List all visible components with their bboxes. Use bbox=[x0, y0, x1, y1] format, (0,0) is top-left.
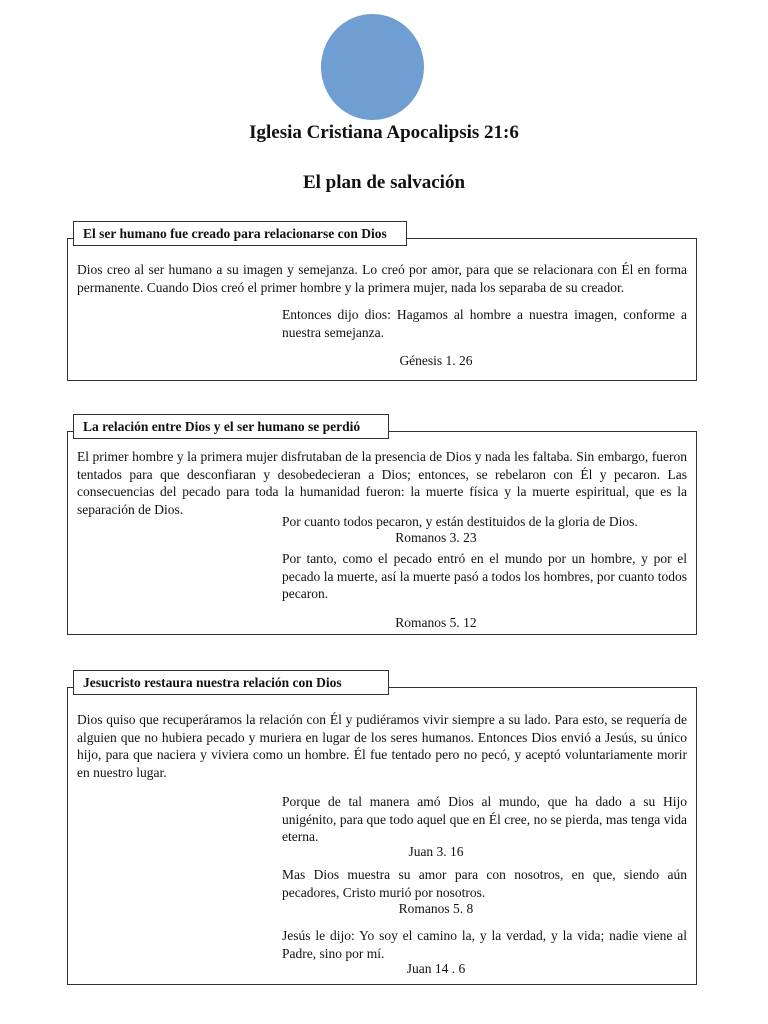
section-title-separation: La relación entre Dios y el ser humano se perdió bbox=[73, 414, 389, 439]
verse-reference-romanos-3-23: Romanos 3. 23 bbox=[395, 530, 477, 545]
church-name: Iglesia Cristiana Apocalipsis 21:6 bbox=[249, 122, 519, 143]
verse-reference-genesis-1-26: Génesis 1. 26 bbox=[399, 353, 473, 368]
verse-text-genesis-1-26: Entonces dijo dios: Hagamos al hombre a nuestra imagen, conforme a nuestra semejanza. bbox=[282, 307, 687, 340]
section-paragraph-creation: Dios creo al ser humano a su imagen y semejanza. Lo creó por amor, para que se relacionara con Él en forma permanente. Cuando Dios creó el primer hombre y la primera mujer, nada los separaba de su creador. bbox=[77, 262, 687, 295]
section-title-creation: El ser humano fue creado para relacionarse con Dios bbox=[73, 221, 407, 246]
verse-text-juan-14-6: Jesús le dijo: Yo soy el camino la, y la verdad, y la vida; nadie viene al Padre, sino por mí. bbox=[282, 928, 687, 961]
document-title: El plan de salvación bbox=[302, 172, 466, 193]
section-paragraph-separation: El primer hombre y la primera mujer disfrutaban de la presencia de Dios y nada les faltaba. Sin embargo, fueron tentados para que desconfiaran y desobedecieran a Dios; entonces, se rebelaron con Él y pecaron. Las consecuencias del pecado para toda la humanidad fueron: la muerte física y la muerte espiritual, que es la separación de Dios. bbox=[77, 449, 687, 517]
verse-reference-juan-3-16: Juan 3. 16 bbox=[408, 844, 464, 859]
section-title-restoration: Jesucristo restaura nuestra relación con Dios bbox=[73, 670, 389, 695]
verse-reference-juan-14-6: Juan 14 . 6 bbox=[406, 961, 466, 976]
church-logo-circle bbox=[321, 14, 424, 120]
verse-text-romanos-5-12: Por tanto, como el pecado entró en el mundo por un hombre, y por el pecado la muerte, así la muerte pasó a todos los hombres, por cuanto todos pecaron. bbox=[282, 551, 687, 601]
verse-text-romanos-3-23: Por cuanto todos pecaron, y están destituidos de la gloria de Dios. bbox=[282, 514, 638, 529]
verse-text-romanos-5-8: Mas Dios muestra su amor para con nosotros, en que, siendo aún pecadores, Cristo murió por nosotros. bbox=[282, 867, 687, 900]
section-paragraph-restoration: Dios quiso que recuperáramos la relación con Él y pudiéramos vivir siempre a su lado. Para esto, se requería de alguien que no hubiera pecado y muriera en lugar de los seres humanos. Entonces Dios envió a Jesús, su único hijo, para que naciera y viviera como un hombre. Él fue tentado pero no pecó, y aceptó voluntariamente morir en nuestro lugar. bbox=[77, 712, 687, 780]
verse-text-juan-3-16: Porque de tal manera amó Dios al mundo, que ha dado a su Hijo unigénito, para que todo aquel que en Él cree, no se pierda, mas tenga vida eterna. bbox=[282, 794, 687, 844]
verse-reference-romanos-5-8: Romanos 5. 8 bbox=[398, 901, 474, 916]
verse-reference-romanos-5-12: Romanos 5. 12 bbox=[395, 615, 477, 630]
